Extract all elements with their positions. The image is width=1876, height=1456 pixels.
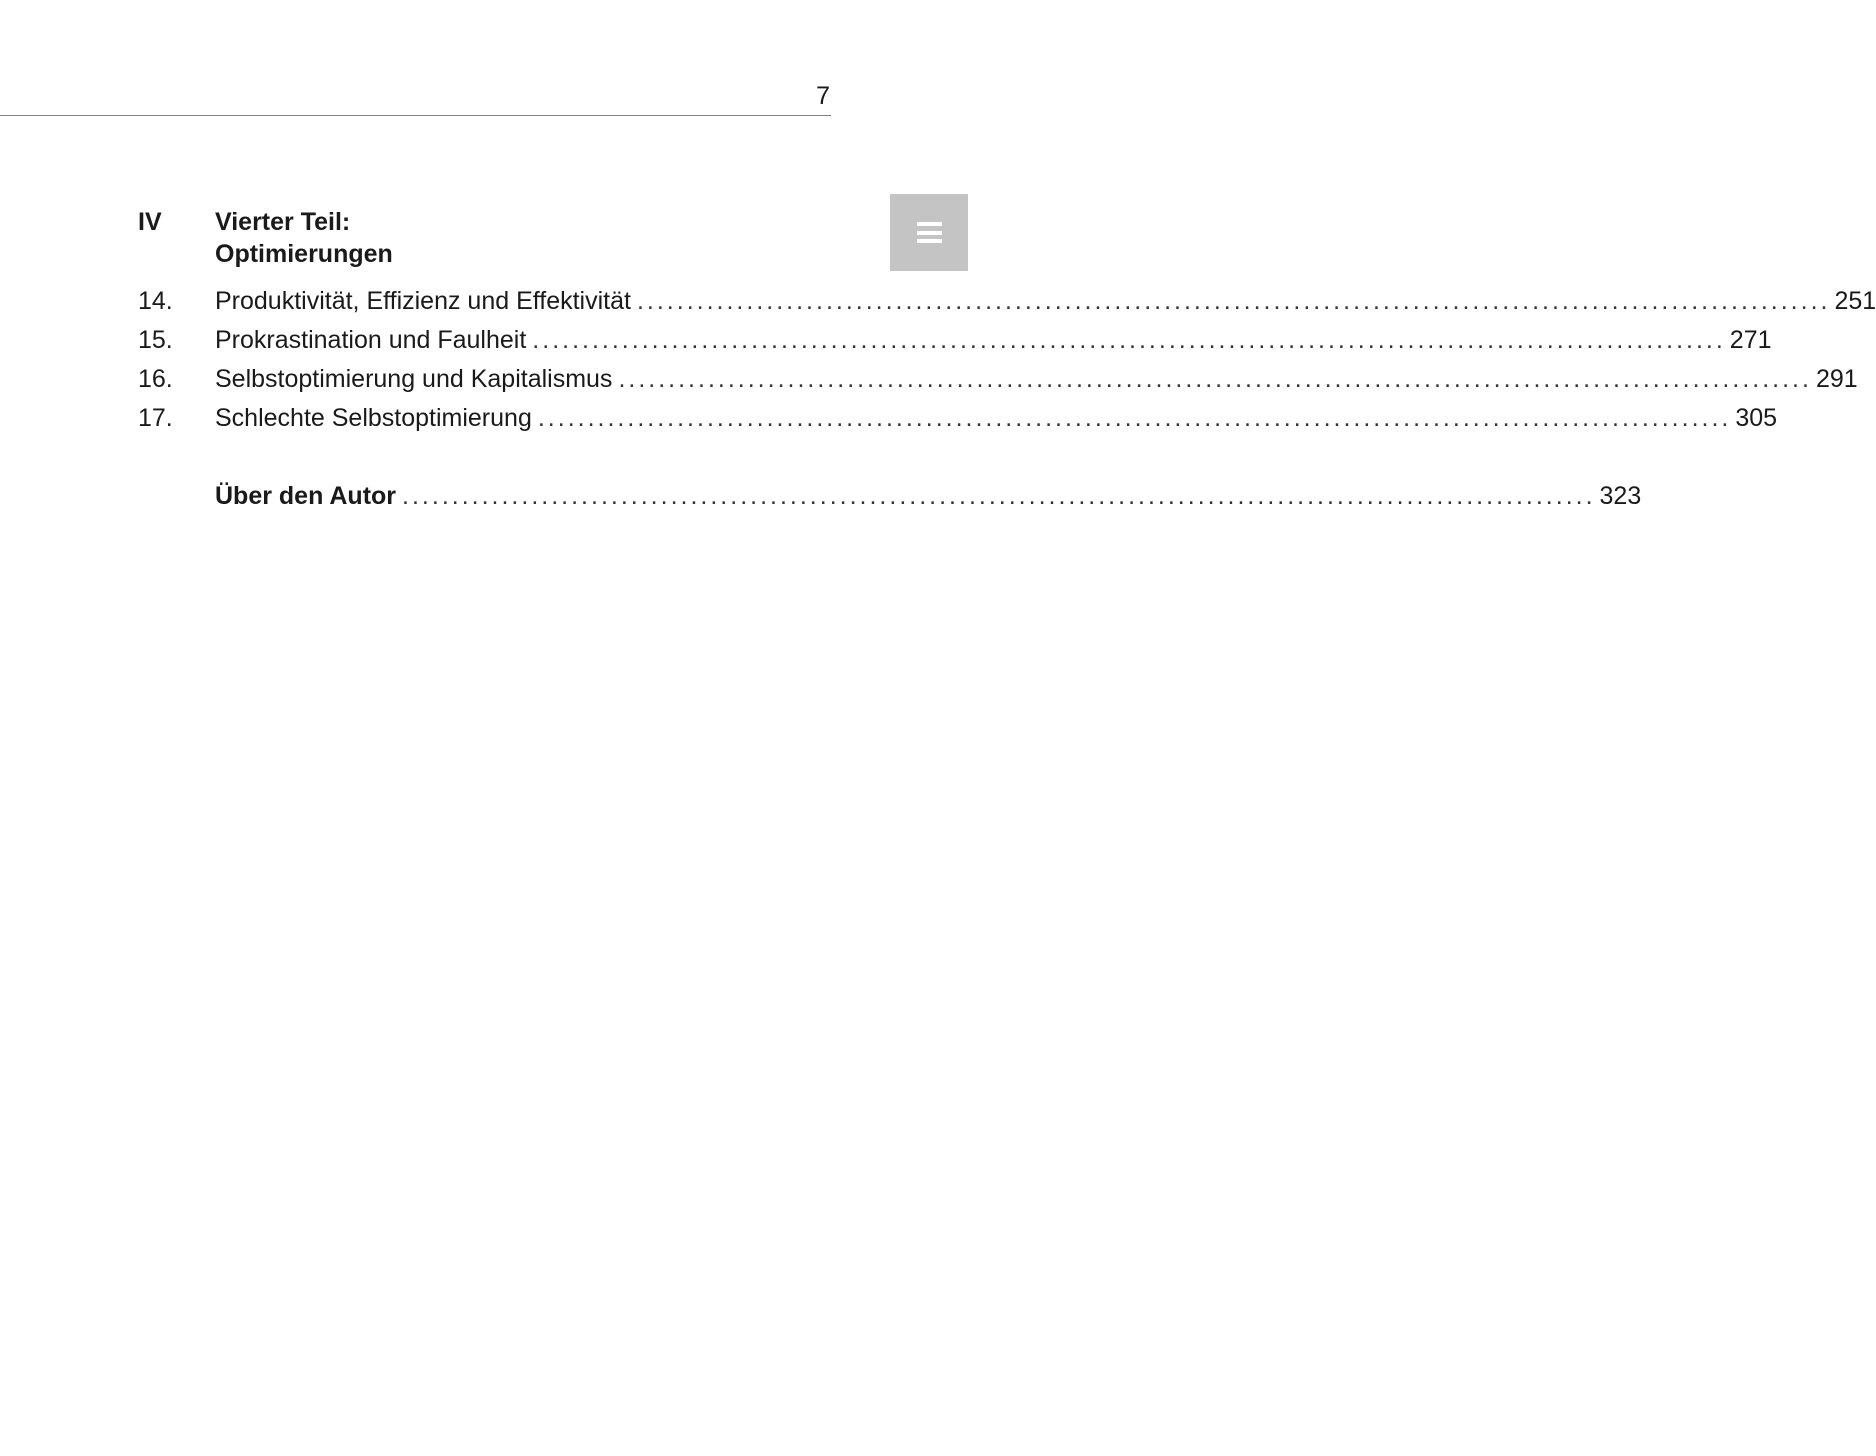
toc-entry-page: 323: [1599, 482, 1642, 510]
three-bars-icon: [917, 222, 942, 243]
chapter-thumb-tab: [890, 194, 968, 271]
toc-entry-number: 17.: [138, 404, 173, 432]
toc-entry-number: 14.: [138, 287, 173, 315]
toc-entry-number: 16.: [138, 365, 173, 393]
toc-entry-17[interactable]: [138, 402, 1778, 441]
part-heading: [138, 206, 831, 270]
toc-entry-title: Über den Autor: [215, 482, 397, 510]
dot-leader: ........................................................................................................................: [537, 404, 1732, 432]
part-title-line-1: Vierter Teil:: [215, 208, 351, 236]
toc-entry-page: 271: [1729, 326, 1772, 354]
toc-entry-number: 15.: [138, 326, 173, 354]
dot-leader: ........................................................................................................................: [402, 482, 1596, 510]
toc-entry-15[interactable]: [138, 324, 1772, 363]
part-title: [215, 206, 393, 270]
toc-entry-page: 291: [1815, 365, 1858, 393]
toc-entry-14[interactable]: [138, 285, 1876, 324]
toc-entry-page: 305: [1735, 404, 1778, 432]
toc-entry-page: 251: [1834, 287, 1876, 315]
dot-leader: ........................................................................................................................: [532, 326, 1726, 354]
toc-entry-title: Selbstoptimierung und Kapitalismus: [215, 365, 613, 393]
dot-leader: ........................................................................................................................: [618, 365, 1812, 393]
part-number: IV: [138, 208, 162, 236]
toc-entry-title: Prokrastination und Faulheit: [215, 326, 527, 354]
toc-entries: [138, 285, 1876, 519]
table-of-contents: [138, 206, 1876, 519]
page-number: 7: [816, 82, 830, 110]
toc-entry-title: Produktivität, Effizienz und Effektivität: [215, 287, 631, 315]
toc-entry-title: Schlechte Selbstoptimierung: [215, 404, 532, 432]
header-rule: [0, 115, 831, 116]
toc-entry-16[interactable]: [138, 363, 1858, 402]
toc-entry-author[interactable]: [138, 480, 1642, 519]
dot-leader: ........................................................................................................................: [636, 287, 1831, 315]
part-title-line-2: Optimierungen: [215, 240, 393, 268]
